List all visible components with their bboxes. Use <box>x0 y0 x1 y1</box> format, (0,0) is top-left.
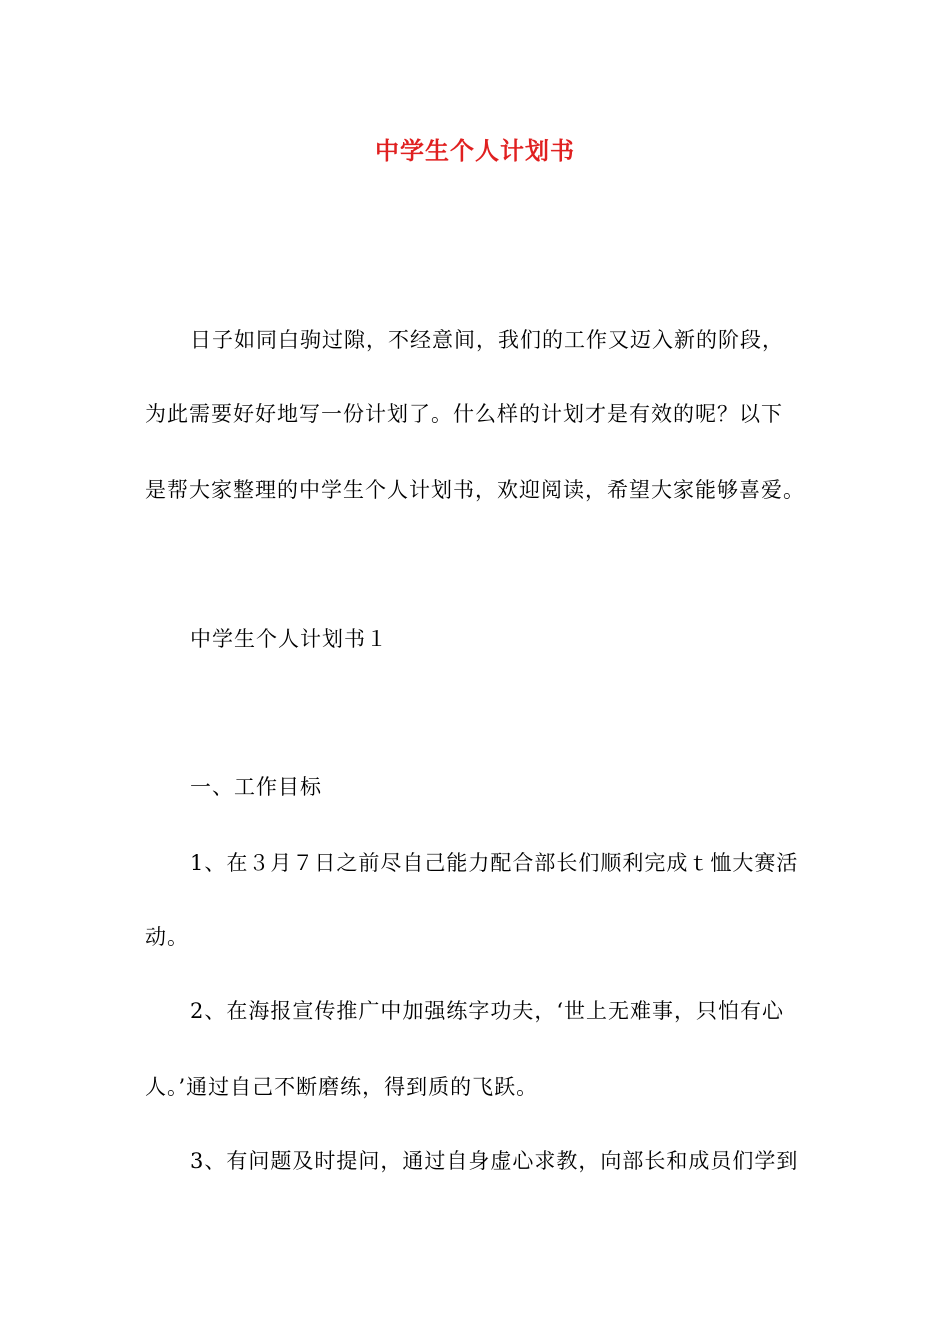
document-title: 中学生个人计划书 <box>375 136 575 165</box>
subheading-goals: 一、工作目标 <box>190 775 322 799</box>
goal-1-line-1: 1、在３月７日之前尽自己能力配合部长们顺利完成ｔ恤大赛活 <box>190 851 799 875</box>
goal-2-line-2: 人。’通过自己不断磨练，得到质的飞跃。 <box>145 1075 539 1099</box>
section-heading: 中学生个人计划书１ <box>190 627 388 651</box>
intro-line-1: 日子如同白驹过隙，不经意间，我们的工作又迈入新的阶段， <box>190 328 784 352</box>
goal-3-line-1: 3、有问题及时提问，通过自身虚心求教，向部长和成员们学到 <box>190 1149 799 1173</box>
intro-line-2: 为此需要好好地写一份计划了。什么样的计划才是有效的呢？以下 <box>145 402 783 426</box>
goal-1-line-2: 动。 <box>145 925 189 949</box>
goal-2-line-1: 2、在海报宣传推广中加强练字功夫，‘世上无难事，只怕有心 <box>190 999 785 1023</box>
intro-line-3: 是帮大家整理的中学生个人计划书，欢迎阅读，希望大家能够喜爱。 <box>145 478 805 502</box>
